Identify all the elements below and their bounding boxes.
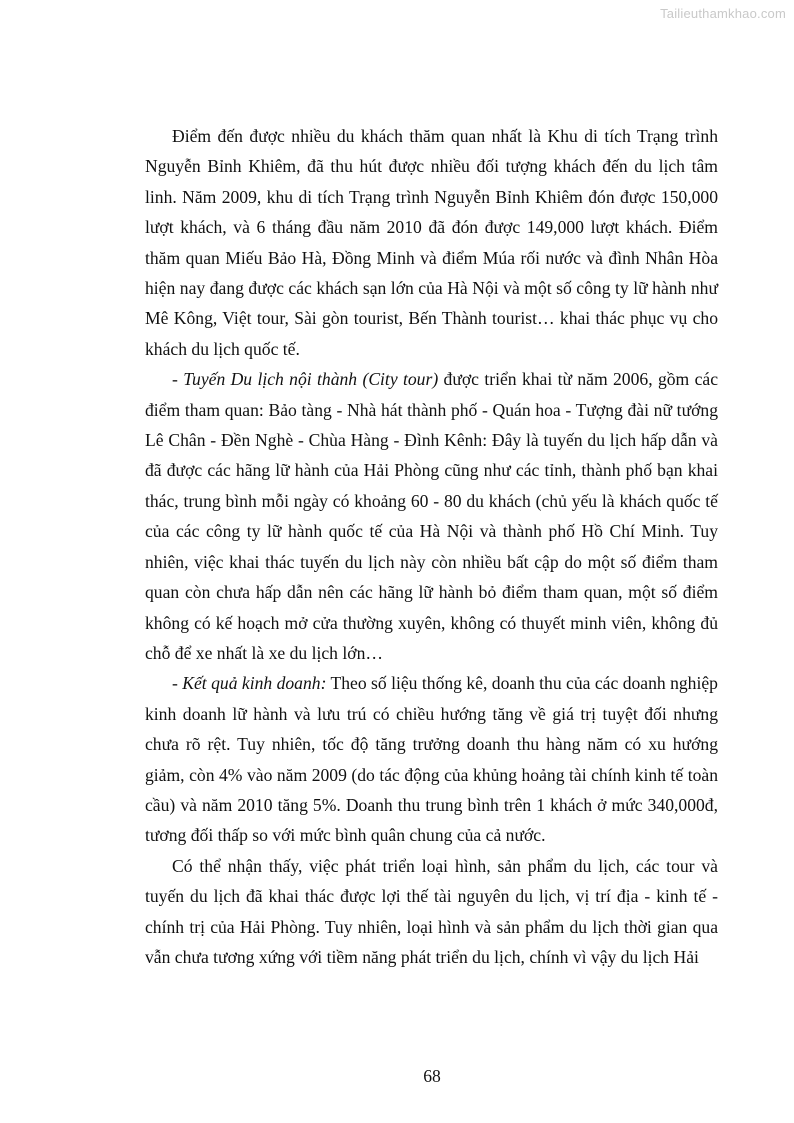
paragraph-city-tour bbox=[145, 364, 718, 668]
page-number: 68 bbox=[423, 1066, 441, 1086]
document-body bbox=[145, 121, 718, 972]
paragraph-text: được triển khai từ năm 2006, gồm các điểm tham quan: Bảo tàng - Nhà hát thành phố - Quán hoa - Tượng đài nữ tướng Lê Chân - Đền Nghè - Chùa Hàng - Đình Kênh: Đây là tuyến du lịch hấp dẫn và đã được các hãng lữ hành của Hải Phòng cũng như các tỉnh, thành phố bạn khai thác, trung bình mỗi ngày có khoảng 60 - 80 du khách (chủ yếu là khách quốc tế của các công ty lữ hành quốc tế của Hà Nội và thành phố Hồ Chí Minh. Tuy nhiên, việc khai thác tuyến du lịch này còn nhiều bất cập do một số điểm tham quan còn chưa hấp dẫn nên các hãng lữ hành bỏ điểm tham quan, một số điểm không có kế hoạch mở cửa thường xuyên, không có thuyết minh viên, không đủ chỗ để xe nhất là xe du lịch lớn… bbox=[145, 369, 719, 663]
watermark-text: Tailieuthamkhao.com bbox=[660, 6, 786, 21]
paragraph-text: Điểm đến được nhiều du khách thăm quan nhất là Khu di tích Trạng trình Nguyễn Bỉnh Khiêm, đã thu hút được nhiều đối tượng khách đến du lịch tâm linh. Năm 2009, khu di tích Trạng trình Nguyễn Bỉnh Khiêm đón được 150,000 lượt khách, và 6 tháng đầu năm 2010 đã đón được 149,000 lượt khách. Điểm thăm quan Miếu Bảo Hà, Đồng Minh và điểm Múa rối nước và đình Nhân Hòa hiện nay đang được các khách sạn lớn của Hà Nội và một số công ty lữ hành như Mê Kông, Việt tour, Sài gòn tourist, Bến Thành tourist… khai thác phục vụ cho khách du lịch quốc tế. bbox=[145, 126, 718, 359]
paragraph-conclusion bbox=[145, 851, 718, 973]
paragraph-text: Theo số liệu thống kê, doanh thu của các doanh nghiệp kinh doanh lữ hành và lưu trú có chiều hướng tăng về giá trị tuyệt đối nhưng chưa rõ rệt. Tuy nhiên, tốc độ tăng trưởng doanh thu hàng năm có xu hướng giảm, còn 4% vào năm 2009 (do tác động của khủng hoảng tài chính kinh tế toàn cầu) và năm 2010 tăng 5%. Doanh thu trung bình trên 1 khách ở mức 340,000đ, tương đối thấp so với mức bình quân chung của cả nước. bbox=[145, 673, 718, 846]
business-results-heading: - Kết quả kinh doanh: bbox=[172, 673, 327, 694]
paragraph-text: Có thể nhận thấy, việc phát triển loại hình, sản phẩm du lịch, các tour và tuyến du lịch đã khai thác được lợi thế tài nguyên du lịch, vị trí địa - kinh tế - chính trị của Hải Phòng. Tuy nhiên, loại hình và sản phẩm du lịch thời gian qua vẫn chưa tương xứng với tiềm năng phát triển du lịch, chính vì vậy du lịch Hải bbox=[145, 855, 718, 967]
paragraph-business-results bbox=[145, 668, 718, 850]
city-tour-heading: - Tuyến Du lịch nội thành (City tour) bbox=[172, 369, 439, 390]
paragraph-visitor-sites bbox=[145, 121, 718, 364]
